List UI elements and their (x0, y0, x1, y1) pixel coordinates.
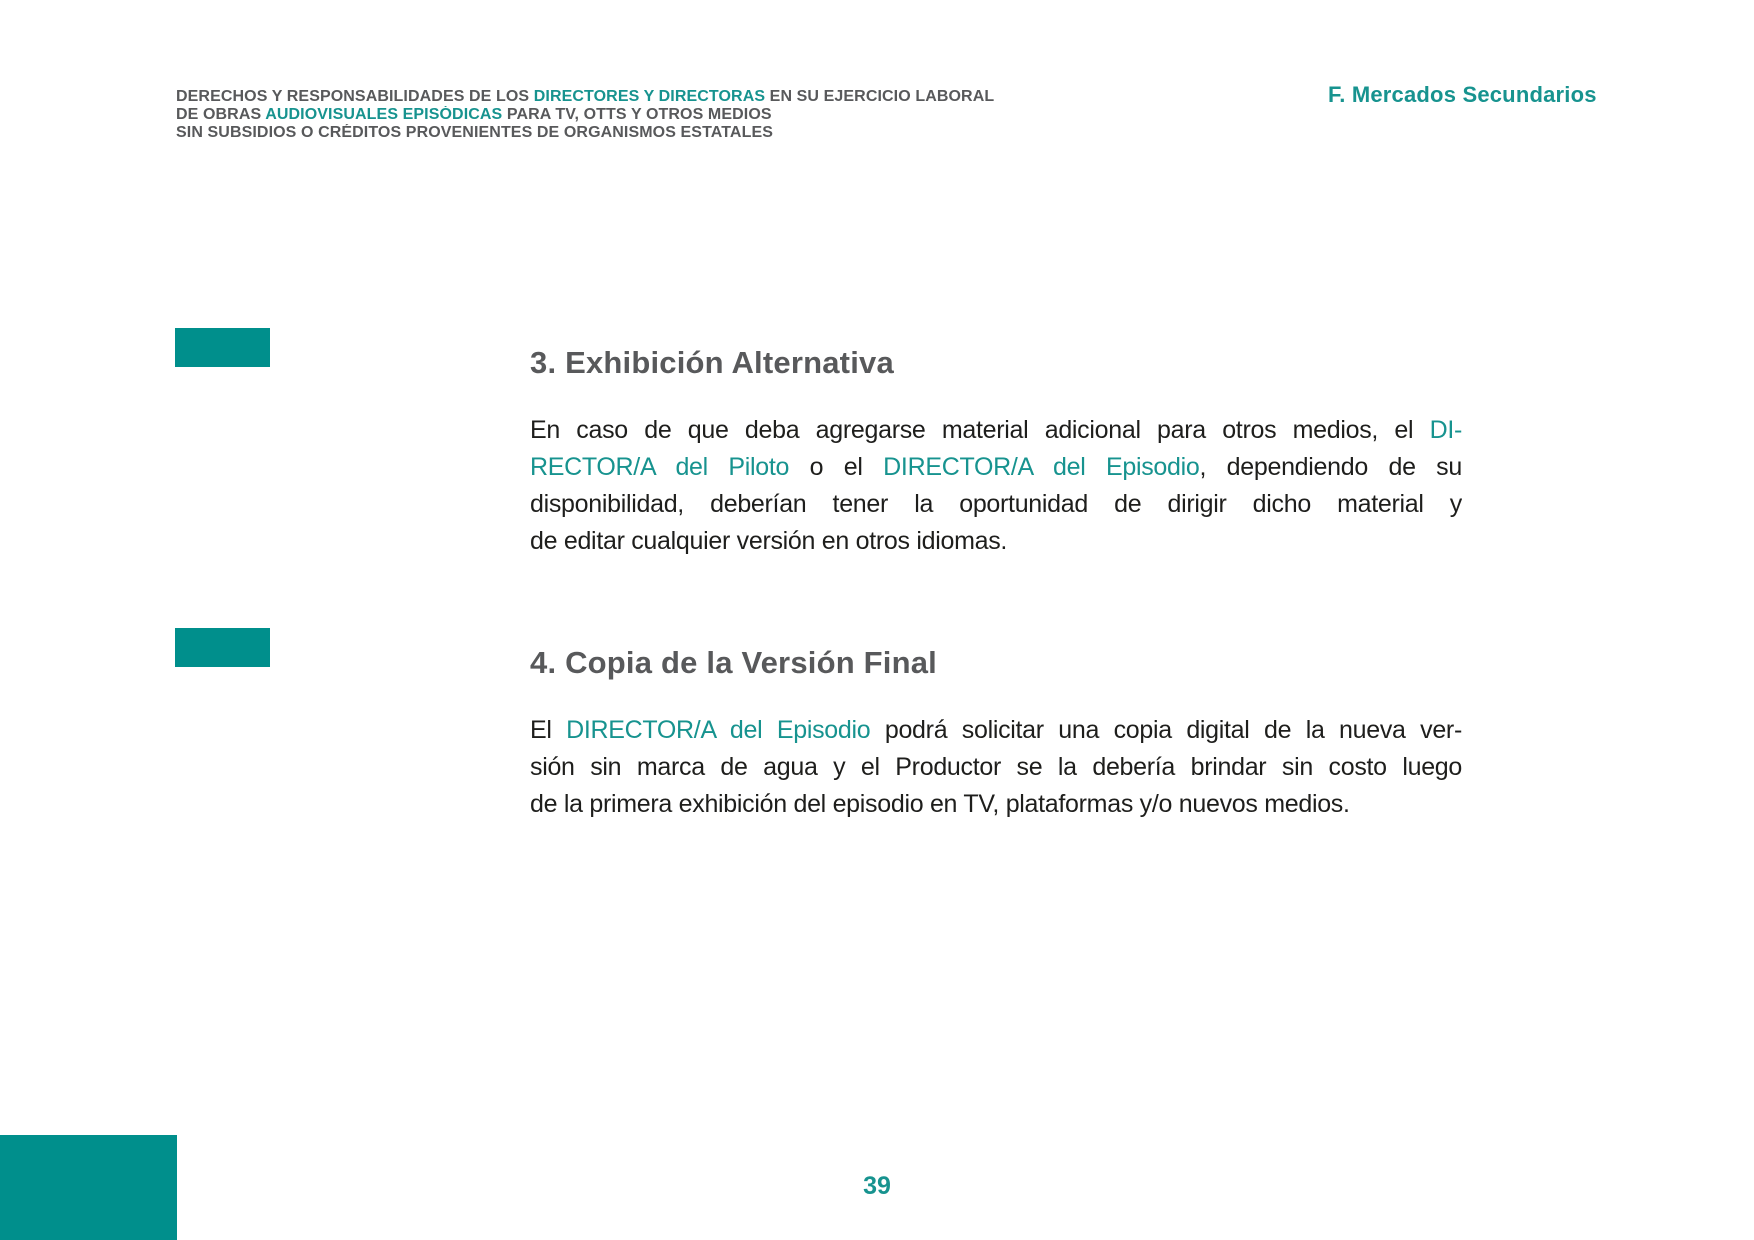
text: DERECHOS Y RESPONSABILIDADES DE LOS (176, 88, 534, 105)
section-4-accent-bar (175, 628, 270, 667)
accent-text: RECTOR/A del Piloto (530, 453, 790, 481)
text-line (176, 88, 994, 106)
text-line (530, 786, 1462, 823)
text: En caso de que deba agregarse material adicional para otros medios, el (530, 416, 1430, 444)
text-line (530, 449, 1462, 486)
page-header-title (176, 88, 994, 142)
section-4-heading: 4. Copia de la Versión Final (530, 645, 937, 680)
text-line (530, 749, 1462, 786)
text: PARA TV, OTTS Y OTROS MEDIOS (502, 106, 772, 123)
text: El (530, 716, 567, 744)
accent-text: DIRECTORES Y DIRECTORAS (533, 88, 766, 105)
text: EN SU EJERCICIO LABORAL (765, 88, 995, 105)
accent-text: DIRECTOR/A del Episodio (883, 453, 1200, 481)
text: o el (789, 453, 884, 481)
accent-text: DI- (1429, 416, 1462, 444)
text: SIN SUBSIDIOS O CRÉDITOS PROVENIENTES DE ORGANISMOS ESTATALES (176, 124, 773, 141)
section-4-paragraph (530, 712, 1462, 823)
text-line (530, 412, 1462, 449)
text-line (530, 486, 1462, 523)
text: podrá solicitar una copia digital de la nueva ver- (870, 716, 1462, 744)
text-line (530, 712, 1462, 749)
section-3-accent-bar (175, 328, 270, 367)
text-line (530, 523, 1462, 560)
section-3-paragraph (530, 412, 1462, 560)
text-line (176, 124, 994, 142)
accent-text: DIRECTOR/A del Episodio (566, 716, 871, 744)
text: , dependiendo de su (1199, 453, 1462, 481)
text-line (176, 106, 994, 124)
text: DE OBRAS (176, 106, 266, 123)
accent-text: AUDIOVISUALES EPISÓDICAS (265, 106, 503, 123)
header-section-label: F. Mercados Secundarios (1328, 82, 1597, 107)
text: disponibilidad, deberían tener la oportunidad de dirigir dicho material y (530, 490, 1462, 518)
text: de la primera exhibición del episodio en TV, plataformas y/o nuevos medios. (530, 790, 1350, 818)
section-3-heading: 3. Exhibición Alternativa (530, 345, 894, 380)
text: sión sin marca de agua y el Productor se la debería brindar sin costo luego (530, 753, 1462, 781)
text: de editar cualquier versión en otros idiomas. (530, 527, 1008, 555)
page-number: 39 (863, 1172, 891, 1200)
